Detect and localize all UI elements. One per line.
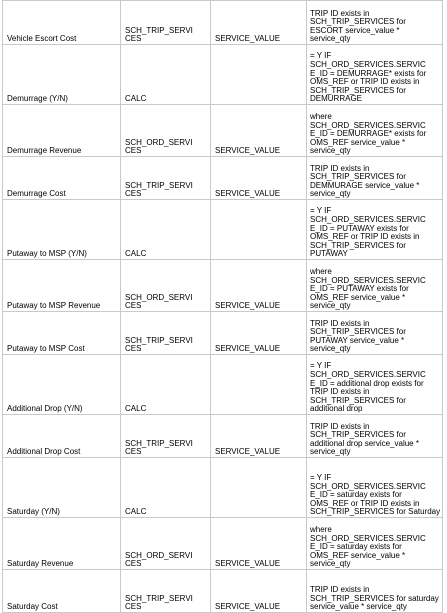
table-row [3,1,443,45]
cell-logic[interactable]: where SCH_ORD_SERVICES.SERVIC E_ID = DEMURRAGE* exists for OMS_REF service_value * service_qty [307,105,443,157]
cell-source-table[interactable]: SCH_TRIP_SERVI CES [121,312,211,355]
cell-source-field[interactable]: SERVICE_VALUE [211,518,307,570]
table-body [3,1,443,613]
cell-source-field[interactable]: SERVICE_VALUE [211,260,307,312]
table-row [3,518,443,570]
cell-source-field[interactable] [211,45,307,105]
cell-name[interactable]: Putaway to MSP (Y/N) [3,200,121,260]
cell-name[interactable]: Saturday Cost [3,570,121,613]
cell-name[interactable]: Vehicle Escort Cost [3,1,121,45]
table-row [3,105,443,157]
cell-logic[interactable]: TRIP ID exists in SCH_TRIP_SERVICES for DEMMURAGE service_value * service_qty [307,157,443,200]
cell-source-field[interactable]: SERVICE_VALUE [211,415,307,458]
table-row [3,458,443,518]
cell-logic[interactable]: TRIP ID exists in SCH_TRIP_SERVICES for PUTAWAY service_value * service_qty [307,312,443,355]
cell-source-table[interactable]: SCH_TRIP_SERVI CES [121,415,211,458]
cell-source-table[interactable]: CALC [121,45,211,105]
cell-source-table[interactable]: SCH_TRIP_SERVI CES [121,570,211,613]
table-row [3,570,443,613]
cell-name[interactable]: Demurrage (Y/N) [3,45,121,105]
table-row [3,260,443,312]
cell-logic[interactable]: = Y IF SCH_ORD_SERVICES.SERVIC E_ID = additional drop exists for TRIP ID exists in SCH_TRIP_SERVICES for additional drop [307,355,443,415]
cell-source-field[interactable] [211,355,307,415]
cell-source-field[interactable] [211,458,307,518]
cell-source-field[interactable]: SERVICE_VALUE [211,105,307,157]
cell-source-field[interactable]: SERVICE_VALUE [211,157,307,200]
cell-name[interactable]: Demurrage Cost [3,157,121,200]
cell-source-table[interactable]: SCH_TRIP_SERVI CES [121,1,211,45]
cell-source-table[interactable]: SCH_ORD_SERVI CES [121,518,211,570]
cell-logic[interactable]: TRIP ID exists in SCH_TRIP_SERVICES for ESCORT service_value * service_qty [307,1,443,45]
table-row [3,45,443,105]
table-row [3,157,443,200]
cell-source-table[interactable]: CALC [121,200,211,260]
cell-source-table[interactable]: CALC [121,458,211,518]
table-row [3,200,443,260]
cell-name[interactable]: Demurrage Revenue [3,105,121,157]
cell-logic[interactable]: = Y IF SCH_ORD_SERVICES.SERVIC E_ID = PUTAWAY exists for OMS_REF or TRIP ID exists in SCH_TRIP_SERVICES for PUTAWAY [307,200,443,260]
cell-source-field[interactable]: SERVICE_VALUE [211,570,307,613]
cell-name[interactable]: Saturday Revenue [3,518,121,570]
cell-logic[interactable]: where SCH_ORD_SERVICES.SERVIC E_ID = saturday exists for OMS_REF service_value * service_qty [307,518,443,570]
cell-source-field[interactable] [211,200,307,260]
table-row [3,312,443,355]
cell-source-field[interactable]: SERVICE_VALUE [211,312,307,355]
cell-source-table[interactable]: SCH_ORD_SERVI CES [121,260,211,312]
cell-source-table[interactable]: SCH_TRIP_SERVI CES [121,157,211,200]
table-row [3,415,443,458]
cell-logic[interactable]: TRIP ID exists in SCH_TRIP_SERVICES for saturday service_value * service_qty [307,570,443,613]
table-row [3,355,443,415]
cell-name[interactable]: Saturday (Y/N) [3,458,121,518]
cell-name[interactable]: Putaway to MSP Cost [3,312,121,355]
cell-logic[interactable]: where SCH_ORD_SERVICES.SERVIC E_ID = PUTAWAY exists for OMS_REF service_value * service_qty [307,260,443,312]
cell-source-table[interactable]: CALC [121,355,211,415]
cell-logic[interactable]: = Y IF SCH_ORD_SERVICES.SERVIC E_ID = DEMURRAGE* exists for OMS_REF or TRIP ID exists in SCH_TRIP_SERVICES for DEMURRAGE [307,45,443,105]
cell-source-field[interactable]: SERVICE_VALUE [211,1,307,45]
cell-name[interactable]: Putaway to MSP Revenue [3,260,121,312]
spreadsheet-table [2,0,443,613]
cell-name[interactable]: Additional Drop (Y/N) [3,355,121,415]
cell-name[interactable]: Additional Drop Cost [3,415,121,458]
cell-logic[interactable]: = Y IF SCH_ORD_SERVICES.SERVIC E_ID = saturday exists for OMS_REF or TRIP ID exists in SCH_TRIP_SERVICES for Saturday [307,458,443,518]
cell-source-table[interactable]: SCH_ORD_SERVI CES [121,105,211,157]
cell-logic[interactable]: TRIP ID exists in SCH_TRIP_SERVICES for additional drop service_value * service_qty [307,415,443,458]
